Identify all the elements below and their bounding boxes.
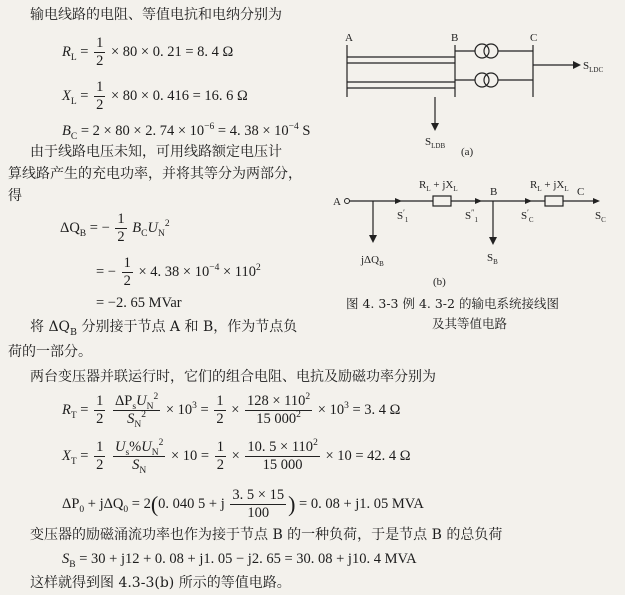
diagram-a	[347, 44, 573, 123]
equation-xl: $X_L$ = $\frac{1}{2}$ × 80 × 0. 416 = 16. 6 Ω	[62, 79, 248, 114]
para-6: 这样就得到图 4.3-3(b) 所示的等值电路。	[30, 575, 291, 591]
equation-p0: $\Delta P_0 + j\Delta Q_0 = 2(0$. 040 5 + j $\frac{3. 5 \times 15}{100}$ ) = 0. 08 + j1. 05 MVA	[62, 487, 424, 522]
label-a: (a)	[461, 146, 474, 158]
arrow-sb	[489, 237, 497, 245]
arrow-s1pp	[475, 198, 482, 204]
para-3a: 将 $\Delta Q_B$ 分别接于节点 A 和 B，作为节点负	[30, 319, 298, 338]
equation-dq2: = − $\frac{1}{2}$ × 4. $38 \times 10^{-4} \times 110^2$	[96, 255, 261, 290]
arrow-sldb	[431, 123, 439, 131]
sb-label: $S_B$	[487, 252, 498, 266]
node-a-label: A	[345, 32, 353, 44]
z-line-1: $R_L + jX_L$	[419, 179, 458, 193]
scp-label: $S'_C$	[521, 208, 534, 224]
equation-xt: $X_T$ = $\frac{1}{2}$ $\frac{U_s\%U_N^2}{S_N}$ × 10 = $\frac{1}{2}$ × $\frac{10. 5 \times 110^2}{15 000}$ × 10 = 42. 4 Ω	[62, 438, 411, 477]
para-5: 变压器的励磁涌流功率也作为接于节点 B 的一种负荷，于是节点 B 的总负荷	[30, 527, 503, 543]
sc-label: $S_C$	[595, 210, 606, 224]
node-b-label: B	[451, 32, 459, 44]
arrow-sc	[593, 198, 600, 204]
arrow-sldc	[573, 61, 581, 69]
figure-circuit	[325, 5, 625, 305]
s-ldc-label: $S_{LDC}$	[583, 60, 604, 74]
node-c-label: C	[530, 32, 538, 44]
equation-rl: $R_L$ = $\frac{1}{2}$ × 80 × 0. 21 = 8. 4 Ω	[62, 35, 234, 70]
node-a-dot	[345, 199, 350, 204]
s1p-label: $S'_1$	[397, 208, 409, 224]
s-ldb-label: $S_{LDB}$	[425, 136, 446, 150]
s1pp-label: $S''_1$	[465, 208, 478, 224]
z-line-2: $R_L + jX_L$	[530, 179, 569, 193]
intro-line: 输电线路的电阻、等值电抗和电纳分别为	[30, 7, 282, 23]
node-b-b-label: B	[490, 186, 498, 198]
para-2b: 算线路产生的充电功率，并将其等分为两部分，	[8, 166, 302, 182]
equation-dq1: $\Delta Q_B$ = − $\frac{1}{2}$ $B_CU_N^2$	[60, 211, 170, 246]
arrow-s1p	[395, 198, 402, 204]
arrow-scp	[525, 198, 532, 204]
para-2c: 得	[8, 188, 22, 204]
figure-caption-1: 图 4. 3-3 例 4. 3-2 的输电系统接线图	[346, 296, 559, 311]
equation-dq3: = −2. 65 MVar	[96, 295, 182, 311]
arrow-jdq	[369, 235, 377, 243]
para-2a: 由于线路电压未知，可用线路额定电压计	[30, 144, 282, 160]
node-c-b-label: C	[577, 186, 585, 198]
equation-sb: $S_B = 30 + j12 + 0$. 08 + j1. 05 − j2. 65 = 30. 08 + j10. 4 MVA	[62, 551, 417, 570]
jdq-label: jΔQ$_B$	[361, 254, 384, 268]
figure-caption-2: 及其等值电路	[432, 316, 508, 331]
para-3b: 荷的一部分。	[8, 344, 92, 360]
para-4: 两台变压器并联运行时，它们的组合电阻、电抗及励磁功率分别为	[30, 369, 436, 385]
equation-rt: $R_T$ = $\frac{1}{2}$ $\frac{\Delta P_sU_N^2}{S_N^2}$ × $10^3$ = $\frac{1}{2}$ × $\frac{128 \times 110^2}{15 000^2}$ × $10^3 = 3$. 4 Ω	[62, 392, 401, 431]
node-a-b-label: A	[333, 196, 341, 208]
equation-bc: $B_C = 2 \times 80 \times 2$. $74 \times 10^{-6} = 4$. $38 \times 10^{-4}$ S	[62, 122, 311, 142]
label-b: (b)	[433, 276, 446, 288]
